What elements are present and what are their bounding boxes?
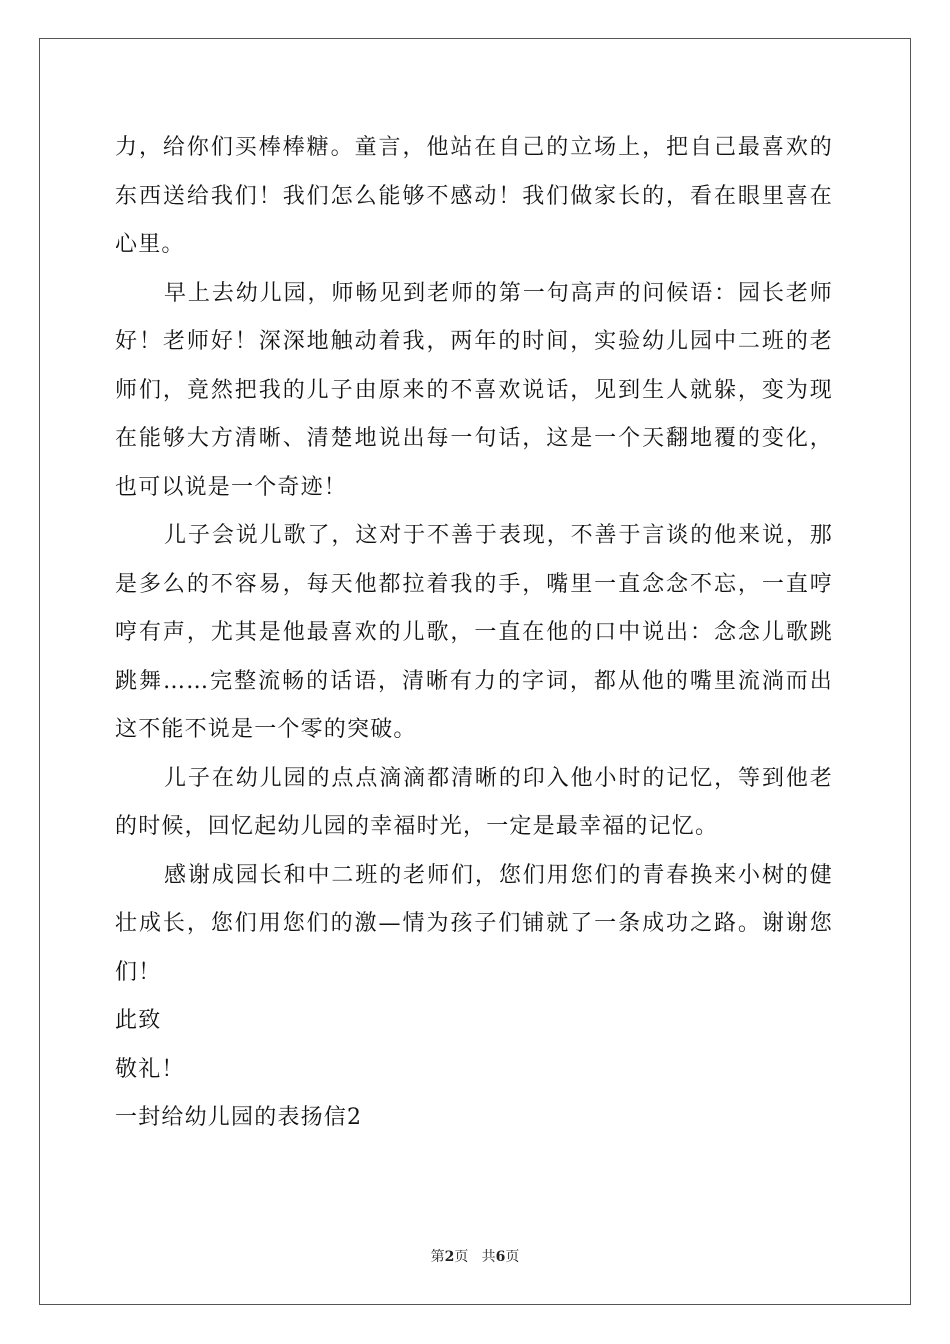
total-pages-number: 6 [495,1249,506,1265]
letter-body [115,124,833,1143]
page-footer [0,1246,950,1266]
text-line: 好！老师好！深深地触动着我，两年的时间，实验幼儿园中二班的老 [115,329,833,354]
text-line: 们！ [115,959,162,985]
text-line: 东西送给我们！我们怎么能够不感动！我们做家长的，看在眼里喜在 [115,183,833,209]
text-line: 师们，竟然把我的儿子由原来的不喜欢说话，见到生人就躲，变为现 [115,377,833,403]
text-line: 是多么的不容易，每天他都拉着我的手，嘴里一直念念不忘，一直哼 [115,571,833,597]
footer-prefix: 第 [430,1249,445,1265]
closing-regards: 敬礼！ [115,1056,185,1082]
text-line: 哼有声，尤其是他最喜欢的儿歌，一直在他的口中说出：念念儿歌跳 [115,620,833,645]
text-line: 力，给你们买棒棒糖。童言，他站在自己的立场上，把自己最喜欢的 [115,135,833,160]
text-line: 在能够大方清晰、清楚地说出每一句话，这是一个天翻地覆的变化， [115,426,833,451]
current-page-number: 2 [444,1249,455,1265]
closing-salutation: 此致 [115,1008,162,1033]
footer-total-suffix: 页 [505,1249,520,1265]
text-line: 这不能不说是一个零的突破。 [115,717,417,742]
text-line: 儿子在幼儿园的点点滴滴都清晰的印入他小时的记忆，等到他老 [164,765,833,791]
footer-total-prefix: 共 [481,1249,496,1265]
text-line: 壮成长，您们用您们的激—情为孩子们铺就了一条成功之路。谢谢您 [115,911,833,936]
next-letter-title: 一封给幼儿园的表扬信2 [115,1105,363,1130]
text-line: 的时候，回忆起幼儿园的幸福时光，一定是最幸福的记忆。 [115,814,719,839]
footer-page-suffix: 页 [454,1249,469,1265]
text-line: 也可以说是一个奇迹！ [115,474,348,500]
text-line: 心里。 [115,232,185,257]
text-line: 早上去幼儿园，师畅见到老师的第一句高声的问候语：园长老师 [164,280,833,306]
text-line: 儿子会说儿歌了，这对于不善于表现，不善于言谈的他来说，那 [164,523,833,548]
text-line: 跳舞……完整流畅的话语，清晰有力的字词，都从他的嘴里流淌而出 [115,668,833,694]
text-line: 感谢成园长和中二班的老师们，您们用您们的青春换来小树的健 [164,862,833,888]
